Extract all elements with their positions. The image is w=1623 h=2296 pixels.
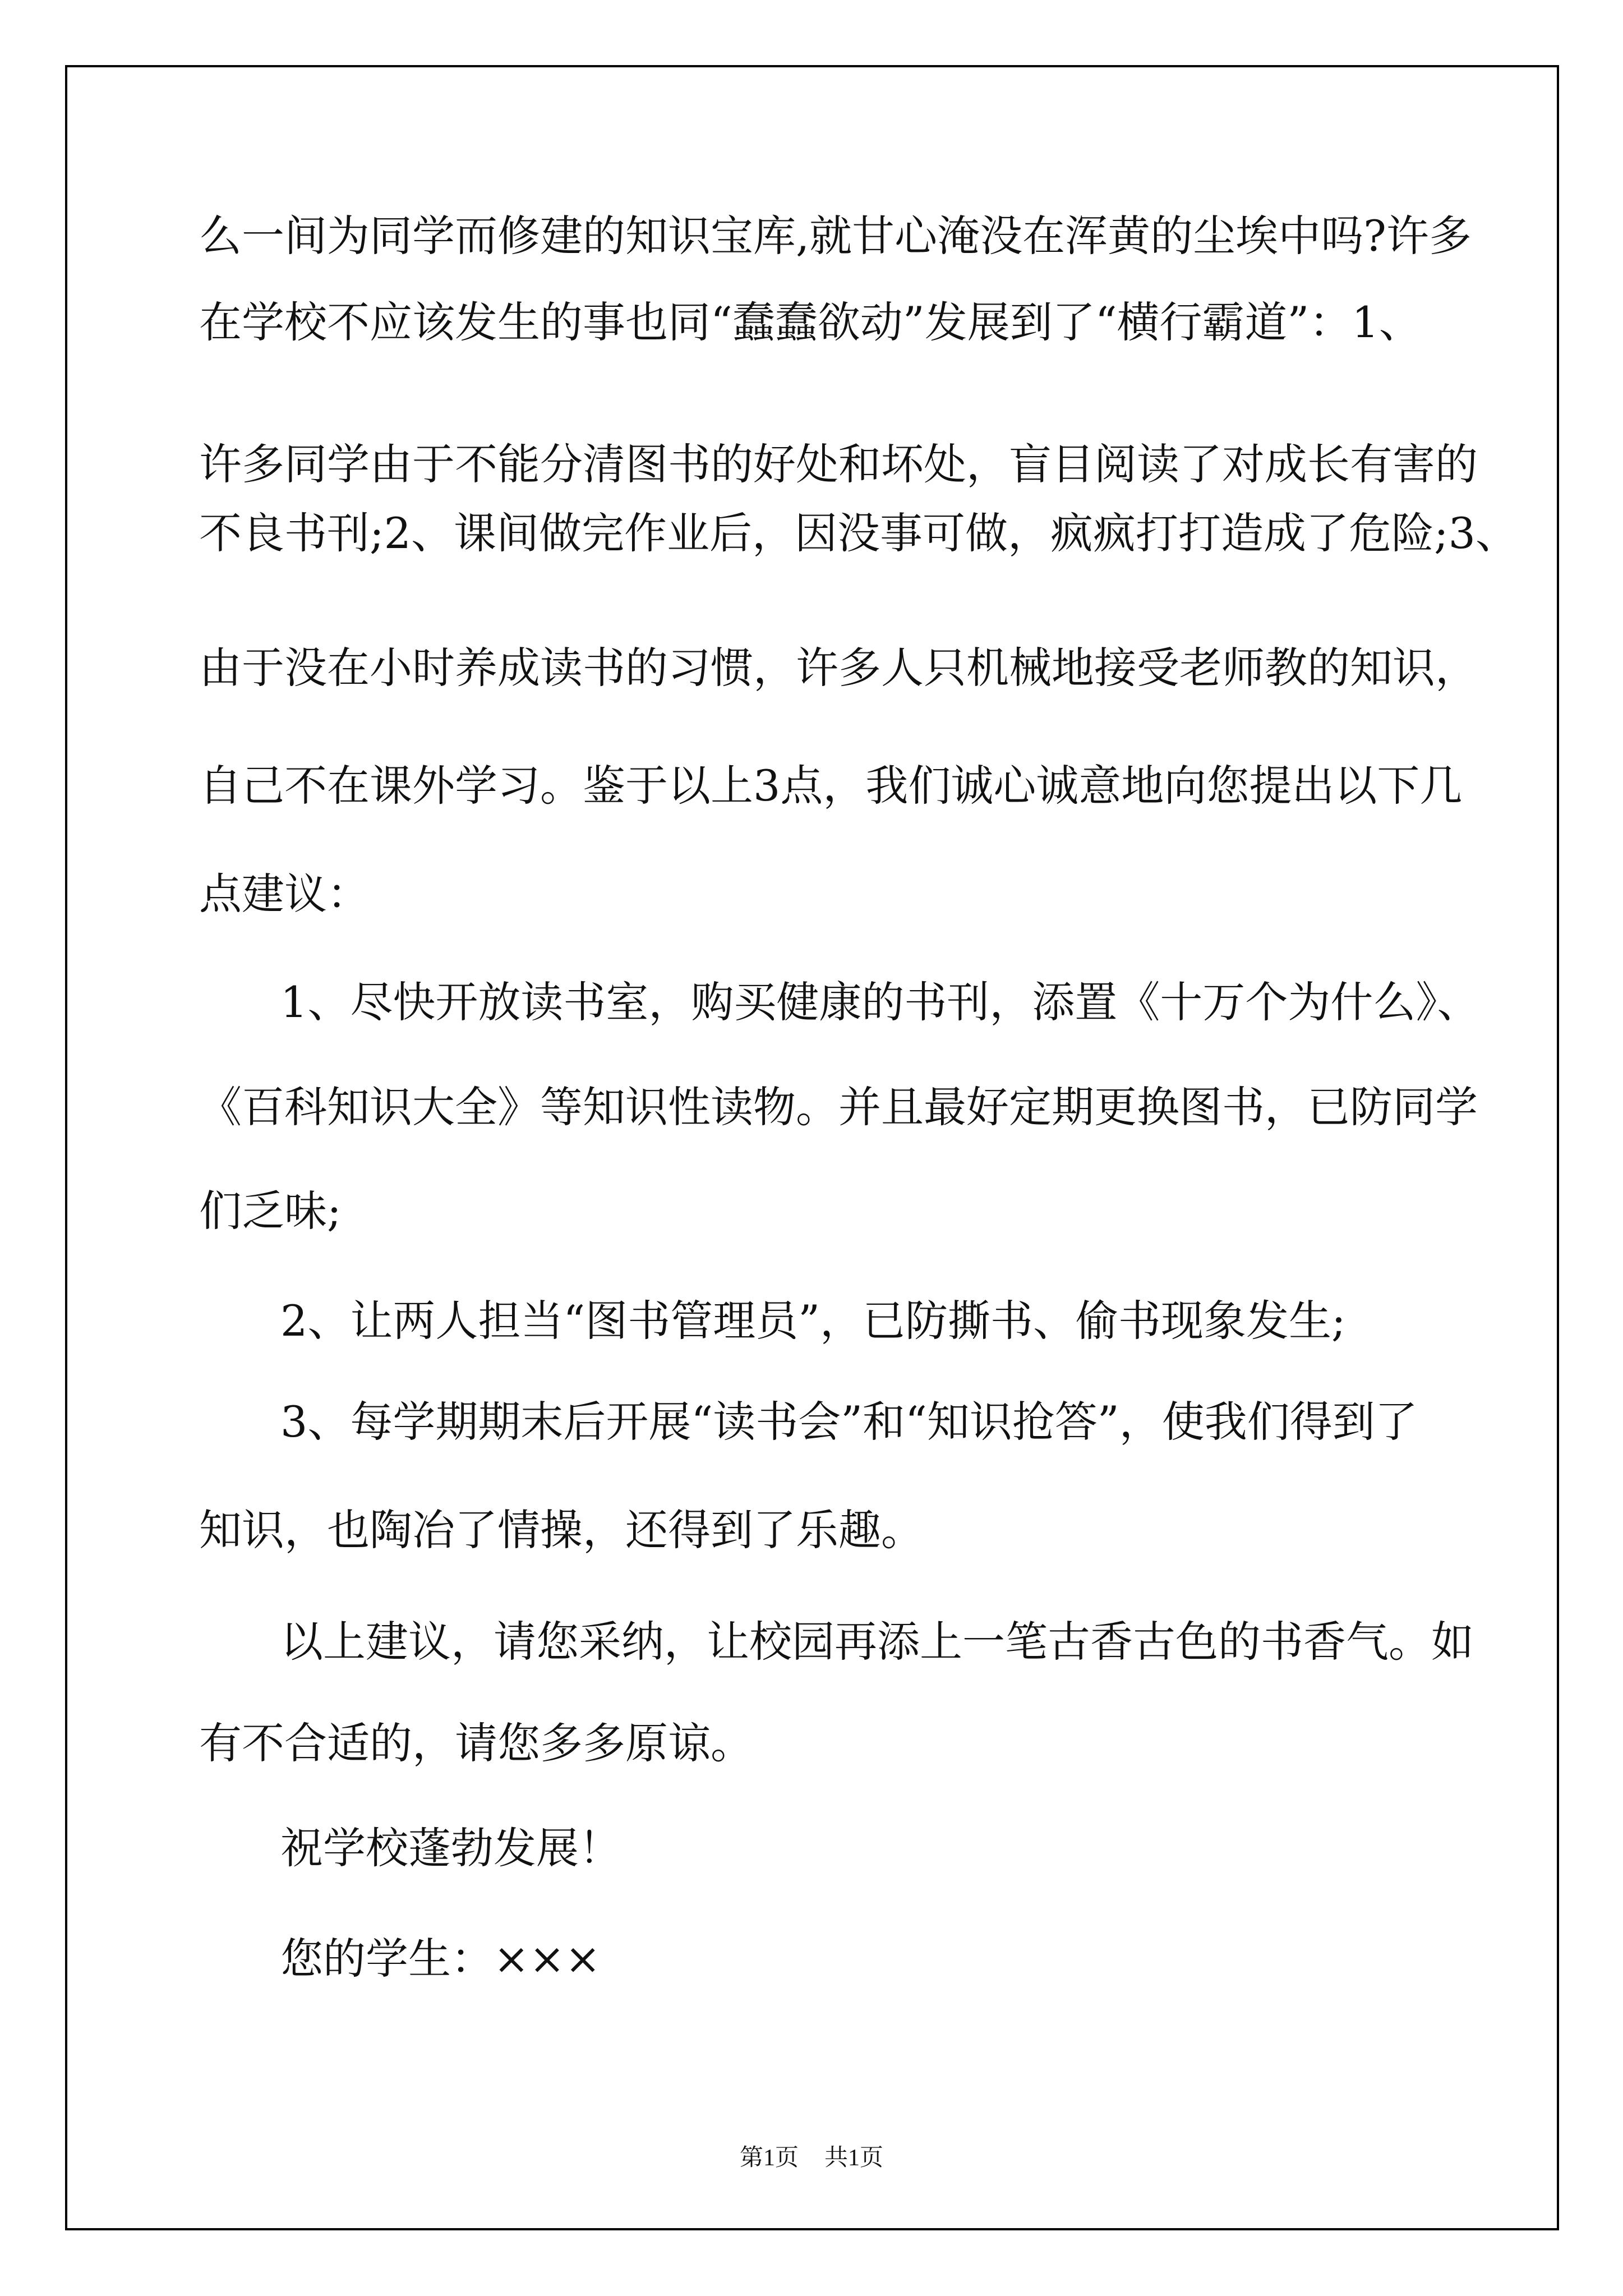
text-line: 许多同学由于不能分清图书的好处和坏处，盲目阅读了对成长有害的: [199, 439, 1478, 489]
text-line: 不良书刊;2、课间做完作业后，因没事可做，疯疯打打造成了危险;3、: [199, 508, 1518, 558]
page-total: 共1页: [824, 2145, 884, 2171]
text-line: 们乏味;: [199, 1186, 342, 1236]
text-line: 2、让两人担当“图书管理员”，已防撕书、偷书现象发生;: [280, 1296, 1346, 1346]
text-line: 在学校不应该发生的事也同“蠢蠢欲动”发展到了“横行霸道”：1、: [199, 297, 1422, 347]
text-line: 以上建议，请您采纳，让校园再添上一笔古香古色的书香气。如: [280, 1617, 1474, 1667]
page-number: 第1页: [739, 2145, 799, 2171]
text-line: 祝学校蓬勃发展！: [280, 1823, 621, 1873]
text-line: 点建议：: [199, 869, 370, 919]
text-line: 您的学生：×××: [280, 1934, 601, 1984]
text-line: 知识，也陶冶了情操，还得到了乐趣。: [199, 1505, 924, 1555]
text-line: 1、尽快开放读书室，购买健康的书刊，添置《十万个为什么》、: [280, 977, 1480, 1027]
text-line: 有不合适的，请您多多原谅。: [199, 1718, 753, 1768]
page-footer: [0, 2144, 1623, 2172]
text-line: 自己不在课外学习。鉴于以上3点，我们诚心诚意地向您提出以下几: [199, 761, 1463, 811]
text-line: 么一间为同学而修建的知识宝库,就甘心淹没在浑黄的尘埃中吗?许多: [199, 211, 1472, 261]
text-line: 《百科知识大全》等知识性读物。并且最好定期更换图书，已防同学: [199, 1082, 1478, 1132]
text-line: 3、每学期期末后开展“读书会”和“知识抢答”，使我们得到了: [280, 1397, 1418, 1447]
text-line: 由于没在小时养成读书的习惯，许多人只机械地接受老师教的知识，: [199, 643, 1478, 693]
